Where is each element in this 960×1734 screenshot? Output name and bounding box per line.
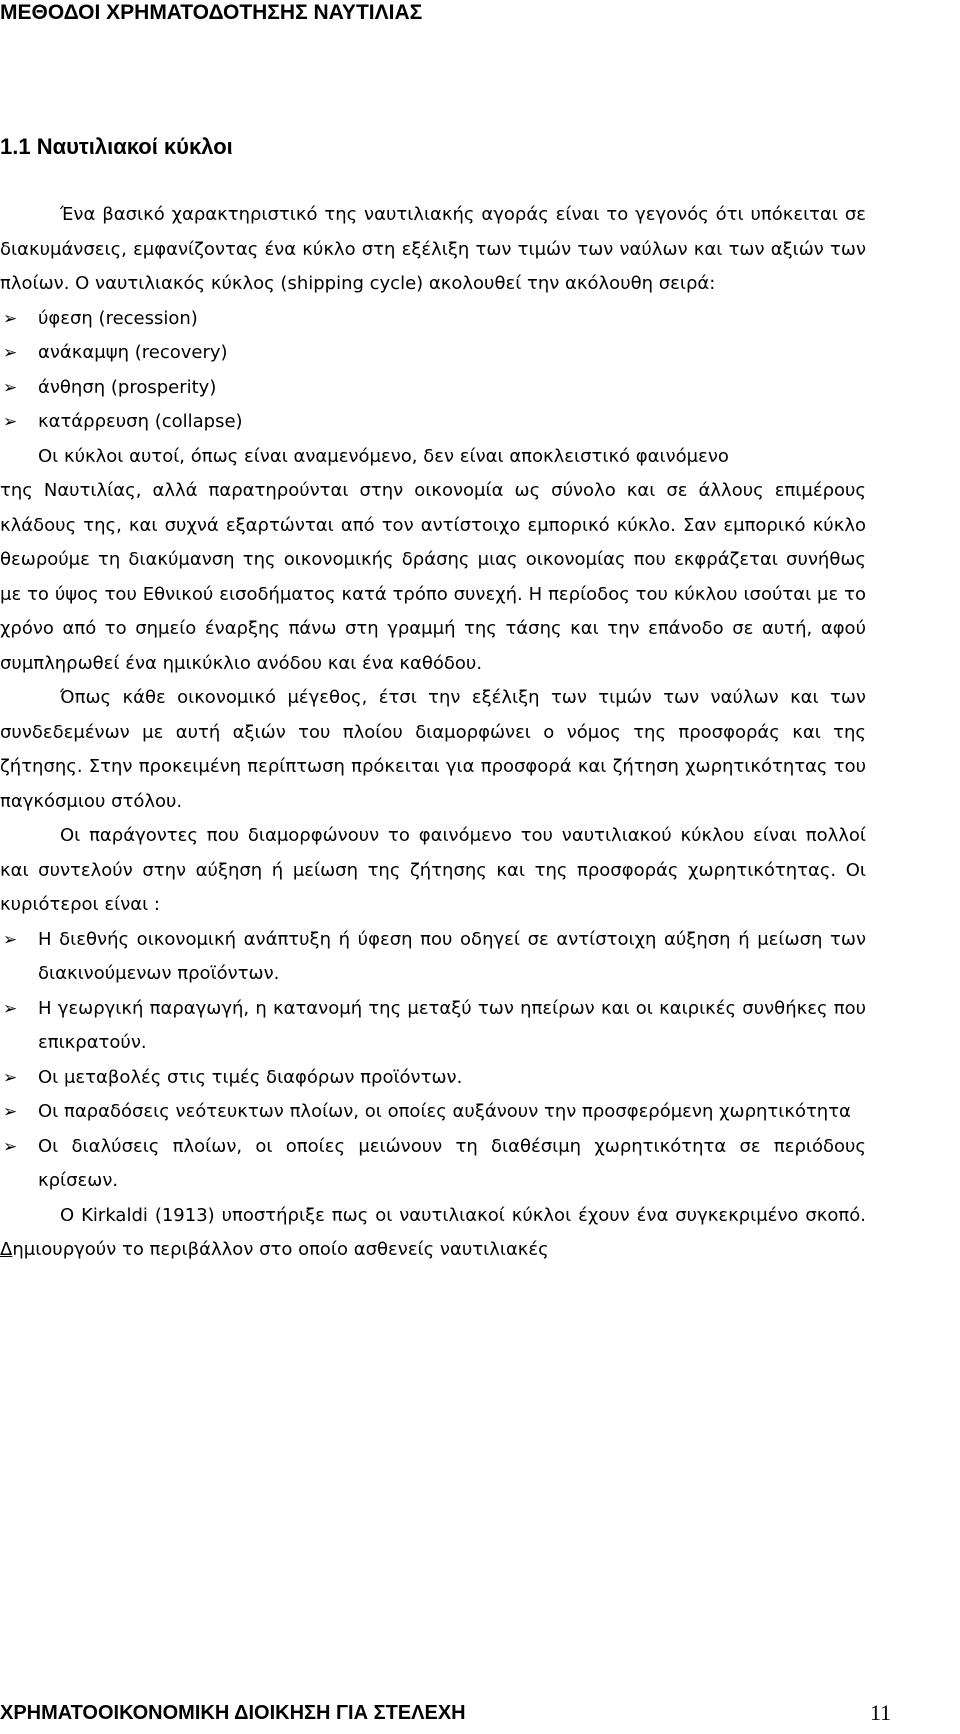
list-item: [0, 1130, 866, 1199]
arrowhead-bullet-icon: ➢: [3, 1136, 18, 1157]
page-header-title: ΜΕΘΟΔΟΙ ΧΡΗΜΑΤΟΔΟΤΗΣΗΣ ΝΑΥΤΙΛΙΑΣ: [0, 1, 423, 24]
list-item-text: Οι μεταβολές στις τιμές διαφόρων προϊόντων.: [38, 1066, 463, 1088]
kirkaldi-underlined-letter: Δ: [0, 1239, 13, 1260]
list-item: [0, 1095, 866, 1130]
page-number: 11: [870, 1700, 892, 1725]
list-item: [0, 1061, 866, 1096]
list-item: [0, 371, 866, 406]
list-item-text: ύφεση (recession): [38, 307, 198, 329]
list-item-text: Οι διαλύσεις πλοίων, οι οποίες μειώνουν τη διαθέσιμη χωρητικότητα σε περιόδους κρίσεων.: [38, 1135, 866, 1191]
kirkaldi-text-part: Ο Kirkaldi (1913) υποστήριξε πως οι ναυτιλιακοί κύκλοι έχουν ένα συγκεκριμένο σκοπό.: [60, 1204, 866, 1226]
kirkaldi-paragraph: [0, 1199, 866, 1268]
arrowhead-bullet-icon: ➢: [3, 1102, 18, 1122]
section-title: 1.1 Ναυτιλιακοί κύκλοι: [0, 134, 233, 159]
list-item-text: ανάκαμψη (recovery): [38, 342, 228, 363]
list-item: [0, 923, 866, 992]
page-footer-title: ΧΡΗΜΑΤΟΟΙΚΟΝΟΜΙΚΗ ΔΙΟΙΚΗΣΗ ΓΙΑ ΣΤΕΛΕΧΗ: [0, 1702, 466, 1724]
after-list-line: Οι κύκλοι αυτοί, όπως είναι αναμενόμενο, δεν είναι αποκλειστικό φαινόμενο: [38, 445, 729, 467]
list-item: [0, 302, 866, 337]
intro-paragraph: Ένα βασικό χαρακτηριστικό της ναυτιλιακής αγοράς είναι το γεγονός ότι υπόκειται σε διακυμάνσεις, εμφανίζοντας ένα κύκλο στη εξέλιξη των τιμών των ναύλων και των αξιών των πλοίων. Ο ναυτιλιακός κύκλος (shipping cycle) ακολουθεί την ακόλουθη σειρά:: [0, 204, 866, 294]
arrowhead-bullet-icon: ➢: [3, 308, 18, 329]
list-item: [0, 405, 866, 440]
factors-list: [0, 923, 866, 1199]
list-item-text: κατάρρευση (collapse): [38, 411, 243, 432]
arrowhead-bullet-icon: ➢: [3, 377, 18, 398]
kirkaldi-text-part: ημιουργούν το περιβάλλον στο οποίο ασθενείς ναυτιλιακές: [12, 1239, 549, 1260]
list-item: [0, 336, 866, 371]
factors-paragraph: Οι παράγοντες που διαμορφώνουν το φαινόμενο του ναυτιλιακού κύκλου είναι πολλοί και συντελούν στην αύξηση ή μείωση της ζήτησης και της προσφοράς χωρητικότητας. Οι κυριότεροι είναι :: [0, 825, 866, 915]
list-item-text: Η γεωργική παραγωγή, η κατανομή της μεταξύ των ηπείρων και οι καιρικές συνθήκες που επικρατούν.: [38, 997, 866, 1053]
arrowhead-bullet-icon: ➢: [3, 412, 18, 432]
list-item-text: Οι παραδόσεις νεότευκτων πλοίων, οι οποίες αυξάνουν την προσφερόμενη χωρητικότητα: [38, 1101, 851, 1122]
document-body: [0, 198, 866, 1268]
list-item-text: άνθηση (prosperity): [38, 376, 217, 398]
arrowhead-bullet-icon: ➢: [3, 998, 18, 1019]
cycle-phases-list: [0, 302, 866, 440]
arrowhead-bullet-icon: ➢: [3, 929, 18, 950]
arrowhead-bullet-icon: ➢: [3, 343, 18, 363]
list-item: [0, 992, 866, 1061]
cycle-continuation-paragraph: της Ναυτιλίας, αλλά παρατηρούνται στην οικονομία ως σύνολο και σε άλλους επιμέρους κλάδους της, και συχνά εξαρτώνται από τον αντίστοιχο εμπορικό κύκλο. Σαν εμπορικό κύκλο θεωρούμε τη διακύμανση της οικονομικής δράσης μιας οικονομίας που εκφράζεται συνήθως με το ύψος του Εθνικού εισοδήματος κατά τρόπο συνεχή. Η περίοδος του κύκλου ισούται με το χρόνο από το σημείο έναρξης πάνω στη γραμμή της τάσης και την επάνοδο σε αυτή, αφού συμπληρωθεί ένα ημικύκλιο ανόδου και ένα καθόδου.: [0, 480, 866, 674]
list-item-text: Η διεθνής οικονομική ανάπτυξη ή ύφεση που οδηγεί σε αντίστοιχη αύξηση ή μείωση των διακινούμενων προϊόντων.: [38, 928, 866, 984]
arrowhead-bullet-icon: ➢: [3, 1067, 18, 1088]
supply-demand-paragraph: Όπως κάθε οικονομικό μέγεθος, έτσι την εξέλιξη των τιμών των ναύλων και των συνδεδεμένων με αυτή αξιών του πλοίου διαμορφώνει ο νόμος της προσφοράς και της ζήτησης. Στην προκειμένη περίπτωση πρόκειται για προσφορά και ζήτηση χωρητικότητας του παγκόσμιου στόλου.: [0, 687, 866, 812]
